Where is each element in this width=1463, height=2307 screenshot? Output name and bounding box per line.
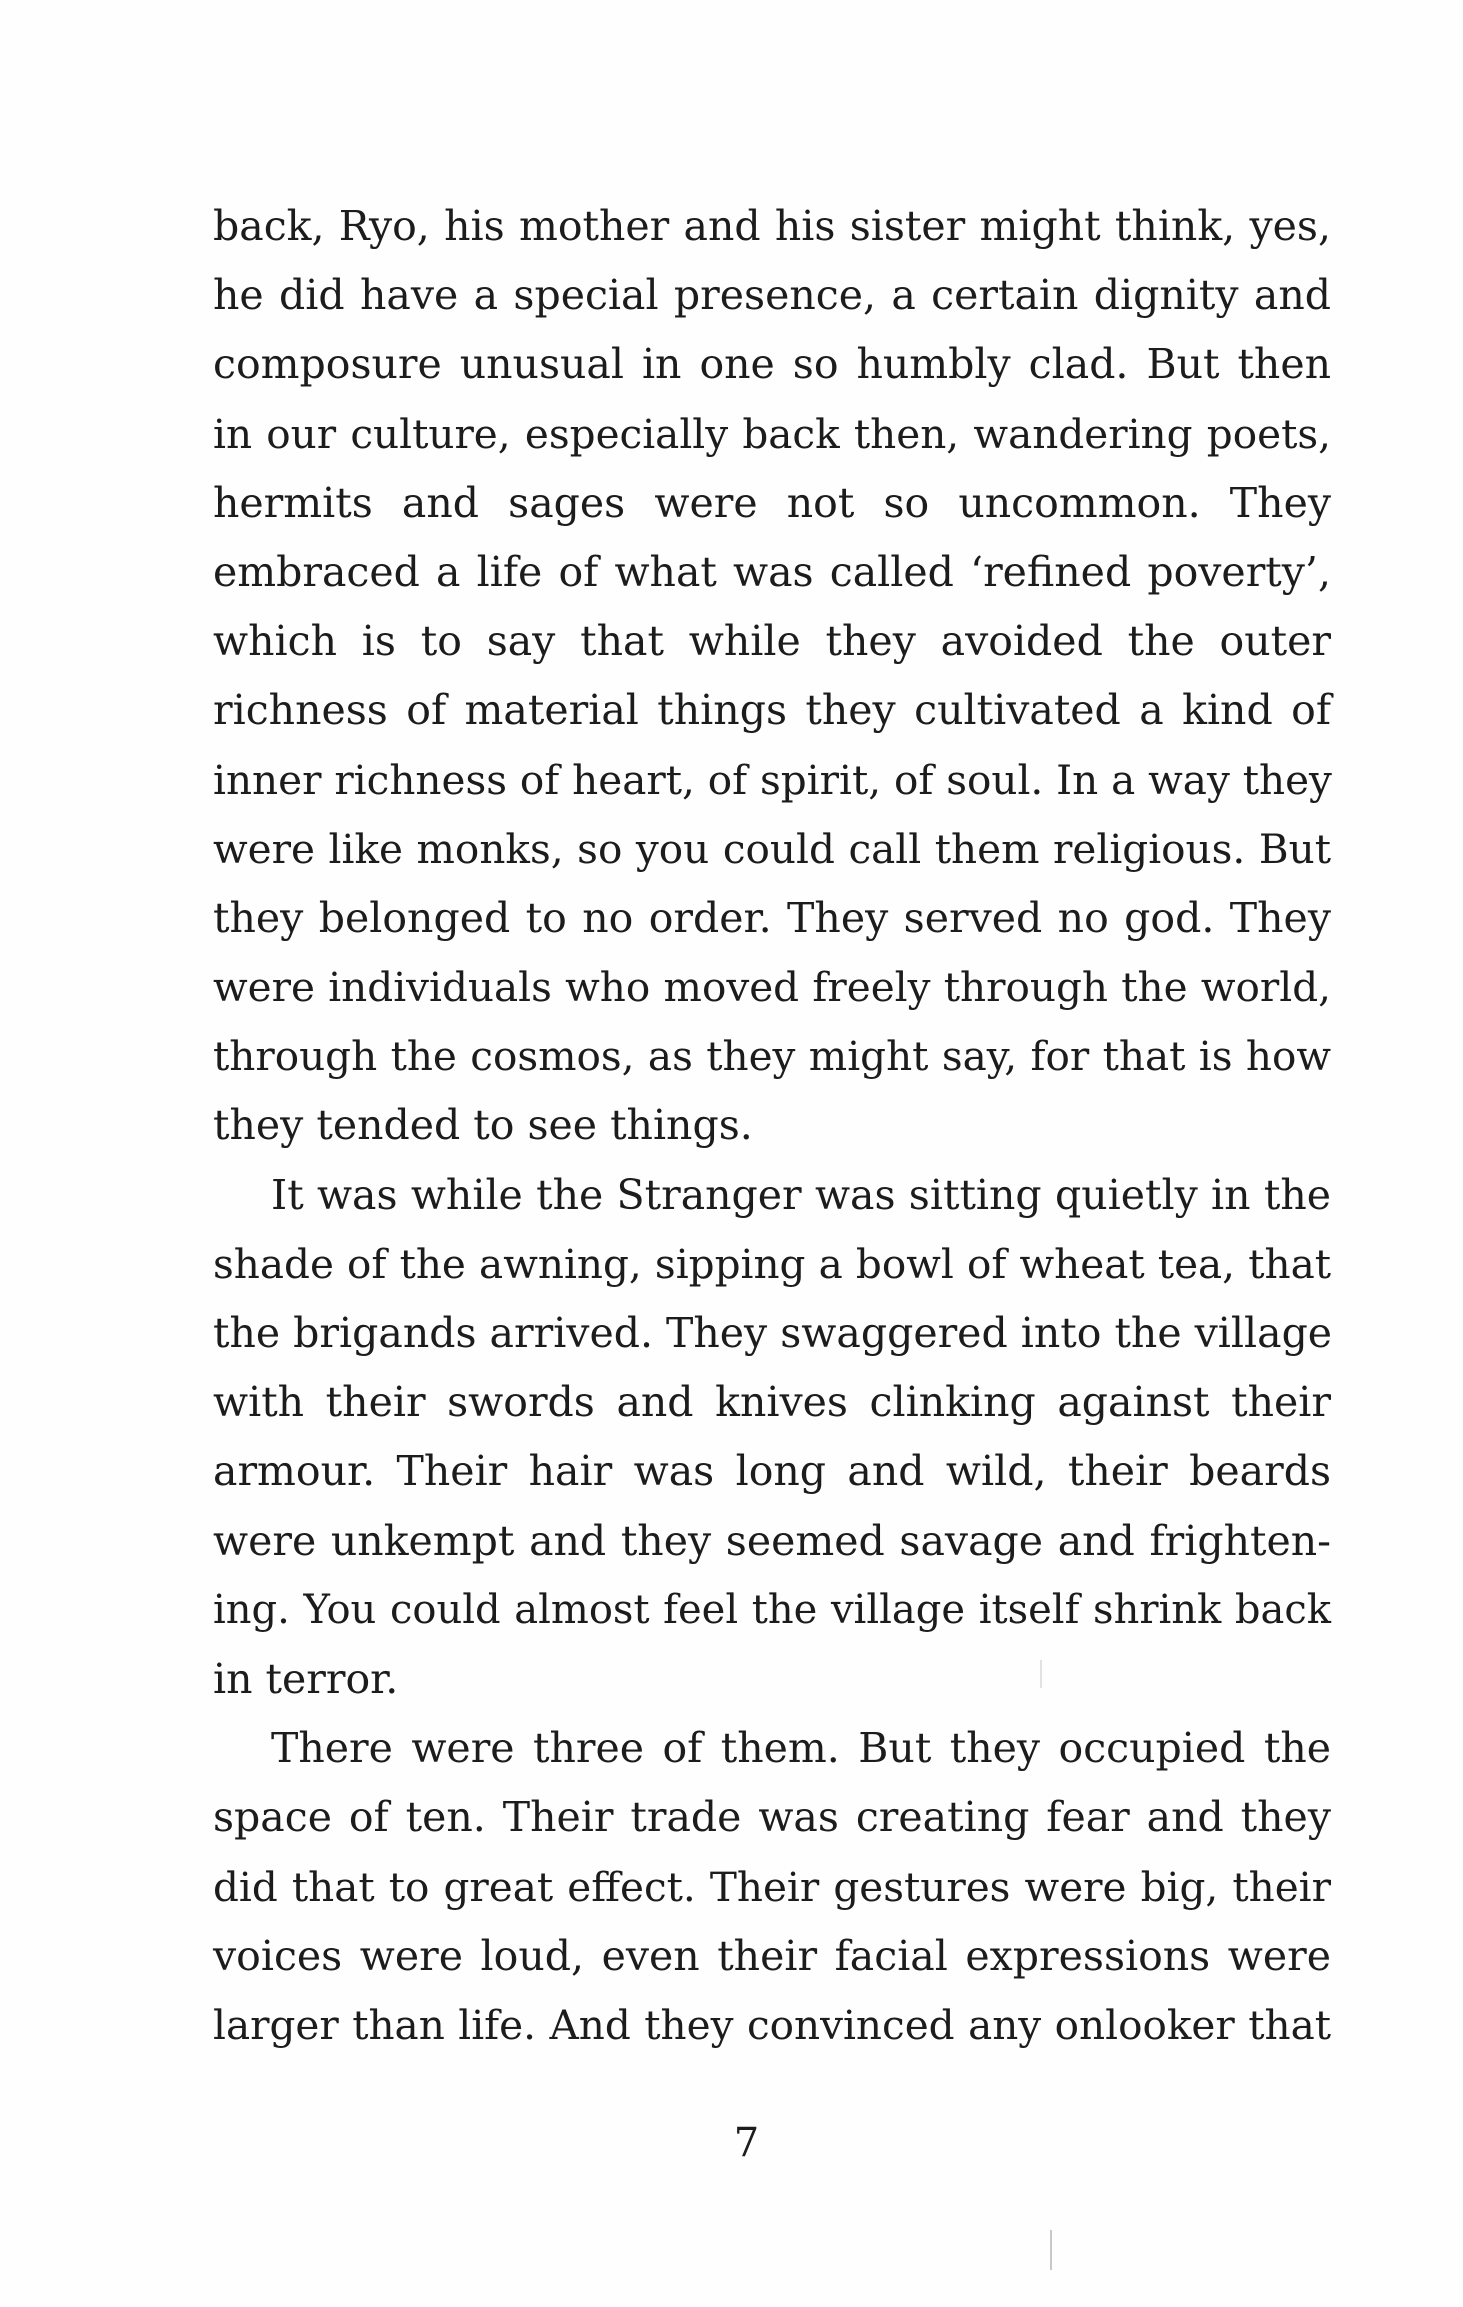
text-line: space of ten. Their trade was creating fear and they: [213, 1793, 1331, 1842]
paragraph: [213, 192, 1331, 1161]
text-line: in terror.: [213, 1654, 399, 1703]
text-line: were unkempt and they seemed savage and frighten-: [213, 1516, 1331, 1565]
text-line: inner richness of heart, of spirit, of soul. In a way they: [213, 755, 1332, 804]
paragraph: [213, 1161, 1331, 1715]
text-line: There were three of them. But they occupied the: [271, 1724, 1331, 1773]
text-line: were like monks, so you could call them religious. But: [213, 824, 1331, 873]
text-line: composure unusual in one so humbly clad. But then: [213, 340, 1331, 389]
text-line: armour. Their hair was long and wild, their beards: [213, 1447, 1331, 1496]
text-line: he did have a special presence, a certain dignity and: [213, 271, 1331, 320]
paragraph: [213, 1714, 1331, 2060]
text-line: It was while the Stranger was sitting quietly in the: [271, 1170, 1331, 1219]
page-number: 7: [733, 2120, 760, 2166]
text-line: in our culture, especially back then, wandering poets,: [213, 409, 1331, 458]
body-text: [213, 192, 1331, 2060]
text-line: with their swords and knives clinking against their: [213, 1378, 1331, 1427]
scan-artifact: [1050, 2230, 1052, 2270]
text-line: back, Ryo, his mother and his sister might think, yes,: [213, 202, 1331, 250]
scan-artifact: [1040, 1660, 1042, 1688]
text-line: did that to great effect. Their gestures were big, their: [213, 1862, 1331, 1911]
text-line: through the cosmos, as they might say, for that is how: [213, 1032, 1331, 1081]
text-line: shade of the awning, sipping a bowl of wheat tea, that: [213, 1239, 1331, 1288]
text-line: richness of material things they cultivated a kind of: [213, 686, 1331, 735]
text-line: they tended to see things.: [213, 1101, 753, 1150]
text-line: which is to say that while they avoided the outer: [213, 617, 1331, 666]
text-line: ing. You could almost feel the village itself shrink back: [213, 1586, 1331, 1633]
text-line: they belonged to no order. They served no god. They: [213, 893, 1331, 942]
text-line: hermits and sages were not so uncommon. They: [213, 478, 1331, 527]
text-line: were individuals who moved freely through the world,: [213, 963, 1331, 1012]
text-line: voices were loud, even their facial expressions were: [213, 1931, 1331, 1980]
text-line: the brigands arrived. They swaggered into the village: [213, 1309, 1333, 1357]
text-line: larger than life. And they convinced any onlooker that: [213, 2000, 1331, 2049]
text-line: embraced a life of what was called ‘refined poverty’,: [213, 547, 1331, 596]
